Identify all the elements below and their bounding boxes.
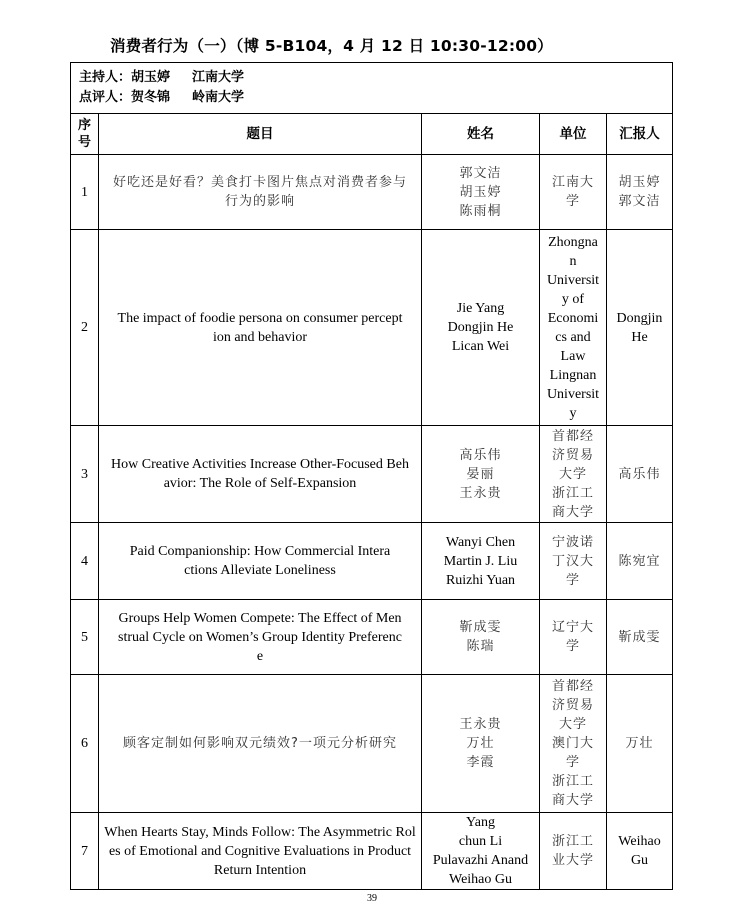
row-name: Yang bbox=[466, 815, 495, 830]
row-org-line: n bbox=[569, 253, 577, 269]
row-name: 胡玉婷 bbox=[459, 184, 502, 200]
row-name: 李霞 bbox=[466, 755, 495, 770]
row-name: Pulavazhi Anand bbox=[432, 853, 529, 868]
page-number: 39 bbox=[367, 893, 377, 904]
row-name: 王永贵 bbox=[459, 717, 502, 732]
row-name: 万壮 bbox=[466, 736, 495, 751]
header-no-line2: 号 bbox=[77, 135, 91, 150]
row-org-line: y of bbox=[561, 291, 585, 307]
row-org-line: 学 bbox=[565, 639, 580, 654]
row-org bbox=[540, 426, 607, 523]
row-presenter: 陈宛宜 bbox=[607, 523, 673, 600]
row-number: 2 bbox=[71, 230, 99, 426]
table-row bbox=[71, 813, 673, 890]
header-topic: 题目 bbox=[99, 114, 422, 155]
row-org-line: 商大学 bbox=[551, 793, 594, 808]
row-org-line: 学 bbox=[565, 194, 580, 209]
row-topic: How Creative Activities Increase Other-Focused Behavior: The Role of Self-Expansion bbox=[99, 426, 422, 523]
table-row bbox=[71, 230, 673, 426]
row-org-line: Law bbox=[560, 348, 586, 364]
table-row bbox=[71, 523, 673, 600]
header-no bbox=[71, 114, 99, 155]
row-org-line: y bbox=[569, 405, 577, 421]
row-topic: The impact of foodie persona on consumer perception and behavior bbox=[99, 230, 422, 426]
row-name: Ruizhi Yuan bbox=[445, 572, 516, 588]
row-name: Lican Wei bbox=[451, 339, 510, 354]
row-org-line: 济贸易 bbox=[551, 698, 594, 713]
row-org-line: 商大学 bbox=[551, 504, 594, 520]
row-name: 晏丽 bbox=[466, 466, 495, 482]
row-name: 陈瑞 bbox=[466, 639, 495, 654]
row-number: 7 bbox=[71, 813, 99, 890]
row-name: 王永贵 bbox=[459, 485, 502, 501]
reviewer-name: 点评人：贺冬锦 bbox=[79, 90, 171, 105]
host-name: 主持人：胡玉婷 bbox=[79, 70, 171, 85]
row-topic: 顾客定制如何影响双元绩效?一项元分析研究 bbox=[99, 675, 422, 813]
row-org-line: Universit bbox=[546, 386, 600, 402]
row-presenter: Dongjin He bbox=[607, 230, 673, 426]
row-org-line: Economi bbox=[547, 310, 599, 326]
row-names bbox=[422, 813, 540, 890]
row-org-line: 辽宁大 bbox=[551, 620, 594, 635]
row-org-line: 济贸易 bbox=[551, 447, 594, 463]
header-org: 单位 bbox=[540, 114, 607, 155]
row-presenter: Weihao Gu bbox=[607, 813, 673, 890]
row-org bbox=[540, 155, 607, 230]
table-row bbox=[71, 600, 673, 675]
row-presenter: 高乐伟 bbox=[607, 426, 673, 523]
row-names bbox=[422, 600, 540, 675]
row-org-line: 浙江工 bbox=[551, 485, 594, 501]
header-no-line1: 序 bbox=[77, 118, 91, 133]
row-names bbox=[422, 155, 540, 230]
row-org-line: 学 bbox=[565, 755, 580, 770]
header-names: 姓名 bbox=[422, 114, 540, 155]
reviewer-org: 岭南大学 bbox=[192, 90, 245, 105]
row-org-line: 江南大 bbox=[551, 175, 594, 190]
header-presenter: 汇报人 bbox=[607, 114, 673, 155]
row-org-line: 首都经 bbox=[551, 428, 594, 444]
schedule-table bbox=[70, 62, 673, 890]
row-org-line: 丁汉大 bbox=[551, 553, 594, 569]
row-org-line: cs and bbox=[555, 329, 591, 345]
row-topic: When Hearts Stay, Minds Follow: The Asymmetric Roles of Emotional and Cognitive Evaluations in Product Return Intention bbox=[99, 813, 422, 890]
header-row bbox=[71, 114, 673, 155]
row-number: 4 bbox=[71, 523, 99, 600]
row-org-line: 宁波诺 bbox=[551, 534, 594, 550]
session-title: 消费者行为（一）（博 5-B104，4 月 12 日 10:30-12:00） bbox=[110, 37, 553, 55]
row-name: 高乐伟 bbox=[459, 447, 502, 463]
table-row bbox=[71, 426, 673, 523]
table-row bbox=[71, 675, 673, 813]
host-org: 江南大学 bbox=[192, 70, 245, 85]
host-line bbox=[79, 68, 664, 88]
row-org bbox=[540, 230, 607, 426]
row-topic: 好吃还是好看？美食打卡图片焦点对消费者参与行为的影响 bbox=[99, 155, 422, 230]
row-presenter: 胡玉婷郭文洁 bbox=[607, 155, 673, 230]
row-name: Jie Yang bbox=[456, 301, 505, 316]
row-topic: Paid Companionship: How Commercial Interactions Alleviate Loneliness bbox=[99, 523, 422, 600]
row-org bbox=[540, 523, 607, 600]
row-number: 6 bbox=[71, 675, 99, 813]
row-org-line: Zhongna bbox=[548, 234, 598, 250]
host-cell bbox=[71, 63, 673, 114]
row-name: 靳成雯 bbox=[459, 620, 502, 635]
row-org-line: Universit bbox=[546, 272, 600, 288]
row-org-line: 澳门大 bbox=[551, 736, 594, 751]
row-names bbox=[422, 523, 540, 600]
row-org-line: 浙江工 bbox=[551, 834, 594, 849]
row-name: Wanyi Chen bbox=[445, 534, 516, 550]
row-name: 郭文洁 bbox=[459, 165, 502, 181]
row-org-line: 业大学 bbox=[551, 853, 594, 868]
row-org bbox=[540, 675, 607, 813]
row-org-line: 大学 bbox=[558, 466, 587, 482]
row-name: Martin J. Liu bbox=[443, 553, 518, 569]
row-names bbox=[422, 230, 540, 426]
row-org bbox=[540, 600, 607, 675]
row-number: 3 bbox=[71, 426, 99, 523]
row-name: chun Li bbox=[458, 834, 503, 849]
row-org-line: 浙江工 bbox=[551, 774, 594, 789]
row-presenter: 靳成雯 bbox=[607, 600, 673, 675]
table-row bbox=[71, 155, 673, 230]
row-org-line: 大学 bbox=[558, 717, 587, 732]
row-number: 5 bbox=[71, 600, 99, 675]
row-org bbox=[540, 813, 607, 890]
row-presenter: 万壮 bbox=[607, 675, 673, 813]
host-row bbox=[71, 63, 673, 114]
row-number: 1 bbox=[71, 155, 99, 230]
row-name: Weihao Gu bbox=[448, 872, 513, 887]
row-org-line: 首都经 bbox=[551, 679, 594, 694]
row-names bbox=[422, 426, 540, 523]
row-names bbox=[422, 675, 540, 813]
row-topic: Groups Help Women Compete: The Effect of Menstrual Cycle on Women’s Group Identity Preference bbox=[99, 600, 422, 675]
reviewer-line bbox=[79, 88, 664, 108]
row-org-line: Lingnan bbox=[549, 367, 597, 383]
row-name: Dongjin He bbox=[447, 320, 514, 335]
row-name: 陈雨桐 bbox=[459, 203, 502, 219]
row-org-line: 学 bbox=[565, 572, 580, 588]
